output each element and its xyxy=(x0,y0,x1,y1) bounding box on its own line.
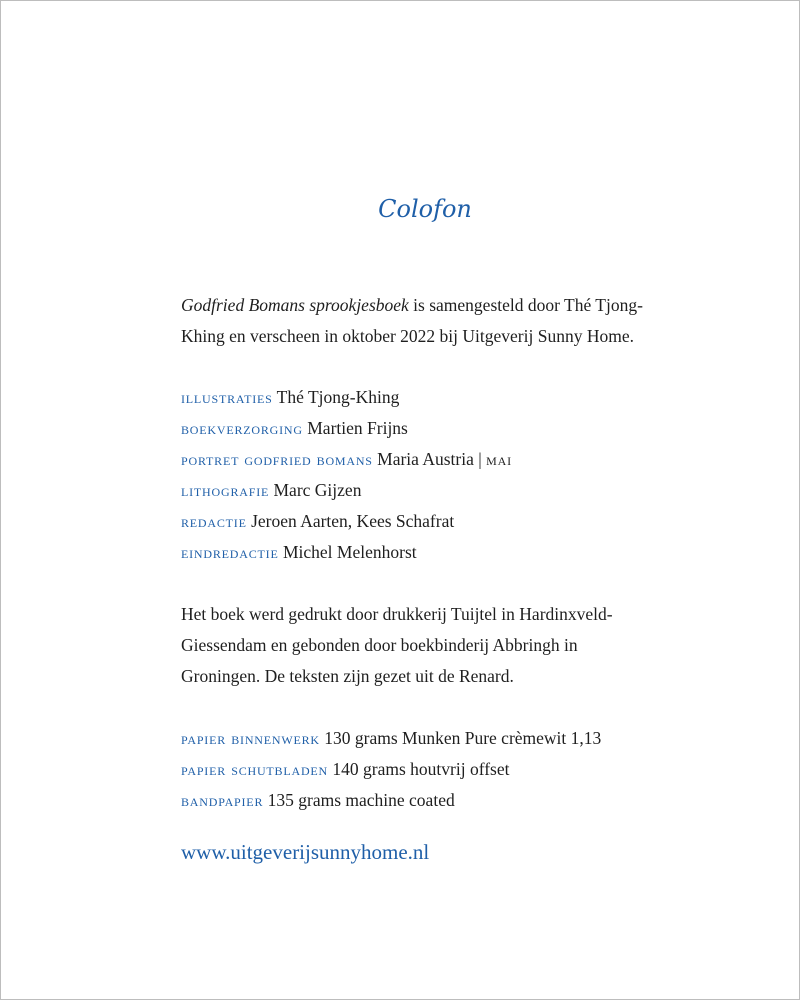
credit-illustrations xyxy=(181,382,661,413)
paper-value: 135 grams machine coated xyxy=(267,790,455,810)
paper-value: 130 grams Munken Pure crèmewit 1,13 xyxy=(324,728,602,748)
credit-value: Marc Gijzen xyxy=(273,480,362,500)
credit-value: Thé Tjong-Khing xyxy=(276,387,400,407)
credit-final-editing xyxy=(181,537,661,568)
credit-editing xyxy=(181,506,661,537)
intro-paragraph xyxy=(181,290,661,352)
credit-lithography xyxy=(181,475,661,506)
paper-label: papier binnenwerk xyxy=(181,728,320,748)
paper-list xyxy=(181,723,661,816)
credit-value: Jeroen Aarten, Kees Schafrat xyxy=(251,511,455,531)
paper-label: papier schutbladen xyxy=(181,759,329,779)
credit-portrait xyxy=(181,444,661,475)
credit-label: boekverzorging xyxy=(181,418,303,438)
paper-endpapers xyxy=(181,754,661,785)
credits-list xyxy=(181,382,661,568)
colophon-content xyxy=(181,290,661,869)
page-title: Colofon xyxy=(378,195,472,223)
printing-paragraph: Het boek werd gedrukt door drukkerij Tuijtel in Hardinxveld-Giessendam en gebonden door boekbinderij Abbringh in Groningen. De teksten zijn gezet uit de Renard. xyxy=(181,604,613,686)
credit-extra: mai xyxy=(486,449,512,469)
credit-value: Michel Melenhorst xyxy=(282,542,417,562)
credit-value: Maria Austria xyxy=(377,449,474,469)
publisher-website-link[interactable]: www.uitgeverijsunnyhome.nl xyxy=(181,840,430,864)
credit-label: redactie xyxy=(181,511,247,531)
paper-value: 140 grams houtvrij offset xyxy=(332,759,510,779)
credit-label: portret godfried bomans xyxy=(181,449,373,469)
credit-label: eindredactie xyxy=(181,542,279,562)
intro-text: is samengesteld door Thé Tjong-Khing en verscheen in oktober 2022 bij Uitgeverij Sunny Home. xyxy=(181,295,643,346)
paper-inner xyxy=(181,723,661,754)
credit-value: Martien Frijns xyxy=(307,418,408,438)
book-title: Godfried Bomans sprookjesboek xyxy=(181,295,409,315)
paper-label: bandpapier xyxy=(181,790,264,810)
separator: | xyxy=(478,449,482,469)
credit-design xyxy=(181,413,661,444)
credit-label: illustraties xyxy=(181,387,273,407)
credit-label: lithografie xyxy=(181,480,270,500)
paper-cover xyxy=(181,785,661,816)
